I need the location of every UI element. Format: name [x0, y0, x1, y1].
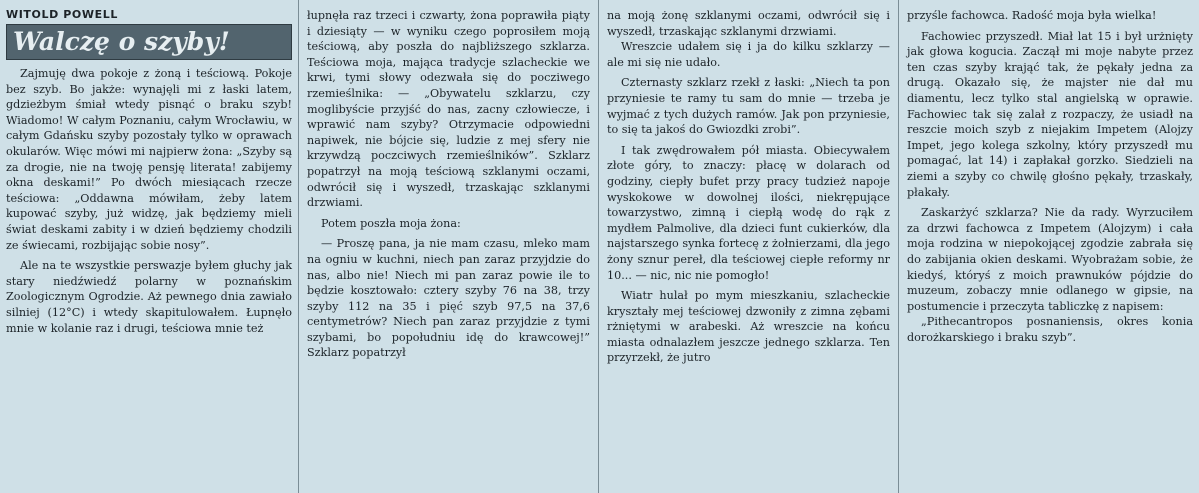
- paragraph-9: I tak zwędrowałem pół miasta. Obiecywałem złote góry, to znaczy: płacę w dolarach od godziny, ciepły bufet przy pracy tudzież napoje wyskokowe w dowolnej ilości, niekrępujące towarzystwo, zimną i ciepłą wodę do rąk z mydłem Palmolive, dla dzieci funt cukierków, dla najstarszego synka fortecę z żołnierzami, dla jego żony sznur pereł, dla teściowej ciepłe reformy nr 10... — nic, nic nie pomogło!: [607, 143, 890, 282]
- paragraph-13: Zaskarżyć szklarza? Nie da rady. Wyrzuciłem za drzwi fachowca z Impetem (Alojzym) i cała moja rodzina w niepokojącej zgodzie zabrała się do zabijania okien deskami. Wyobrażam sobie, że kiedyś, któryś z moich prawnuków pójdzie do muzeum, zobaczy mnie odlanego w gipsie, na postumencie i przeczyta tabliczkę z napisem:: [907, 206, 1193, 313]
- paragraph-6: na moją żonę szklanymi oczami, odwrócił się i wyszedł, trzaskając szklanymi drzwiami.: [607, 9, 890, 38]
- paragraph-7: Wreszcie udałem się i ja do kilku szklarzy — ale mi się nie udało.: [607, 40, 890, 69]
- paragraph-14: „Pithecantropos posnaniensis, okres konia dorożkarskiego i braku szyb”.: [907, 315, 1193, 344]
- column-1: [0, 0, 298, 493]
- paragraph-11: przyśle fachowca. Radość moja była wielka!: [907, 9, 1157, 22]
- paragraph-10: Wiatr hulał po mym mieszkaniu, szlacheckie kryształy mej teściowej dzwoniły z zimna zębami rżniętymi w arabeski. Aż wreszcie na końcu miasta odnalazłem jeszcze jednego szklarza. Ten przyrzekł, że jutro: [607, 289, 890, 365]
- paragraph-2: Ale na te wszystkie perswazje byłem głuchy jak stary niedźwiedź polarny w poznańskim Zoologicznym Ogrodzie. Aż pewnego dnia zawiało silniej (12°C) i wtedy skapitulowałem. Łupnęło mnie w kolanie raz i drugi, teściowa mnie też: [6, 259, 292, 335]
- article-title: Walczę o szyby!: [6, 24, 292, 60]
- column-3: [598, 0, 898, 493]
- article-byline: WITOLD POWELL: [6, 8, 118, 21]
- paragraph-8: Czternasty szklarz rzekł z łaski: „Niech ta pon przyniesie te ramy tu sam do mnie — trzeba je wyjmać z tych dużych ramów. Jak pon przyniesie, to się ta jakoś do Gwiozdki zrobi”.: [607, 76, 890, 137]
- paragraph-4: Potem poszła moja żona:: [321, 216, 461, 230]
- column-2: [298, 0, 598, 493]
- paragraph-3: łupnęła raz trzeci i czwarty, żona poprawiła piąty i dziesiąty — w wyniku czego poprosiłem moją teściową, aby poszła do najbliższego szklarza. Teściowa moja, mająca tradycje szlacheckie we krwi, tymi słowy odezwała się do pocziwego rzemieślnika: — „Obywatelu szklarzu, czy moglibyście przyjść do nas, zacny człowiecze, i wprawić nam szyby? Otrzymacie odpowiedni napiwek, nie bójcie się, ludzie z mej sfery nie krzywdzą poczciwych rzemieślników”. Szklarz popatrzył na moją teściową szklanymi oczami, odwrócił się i wyszedł, trzaskając szklanymi drzwiami.: [307, 9, 590, 210]
- paragraph-1: Zajmuję dwa pokoje z żoną i teściową. Pokoje bez szyb. Bo jakże: wynajęli mi z łaski latem, gdzieżbym śmiał wtedy pisnąć o braku szyb! Wiadomo! W całym Poznaniu, całym Wrocławiu, w całym Gdańsku szyby pozostały tylko w oprawach okularów. Więc mówi mi najpierw żona: „Szyby są za drogie, nie na twoję pensję literata! zabijemy okna deskami!” Po dwóch miesiącach rzecze teściowa: „Oddawna mówiłam, żeby latem kupować szyby, już widzę, jak będziemy mieli świat deskami zabity i w dzień będziemy chodzili ze świecami, rozbijając sobie nosy”.: [6, 67, 292, 252]
- paragraph-12: Fachowiec przyszedł. Miał lat 15 i był urżnięty jak głowa kogucia. Zaczął mi moje nabyte przez ten czas szyby krająć tak, że pękały jedna za drugą. Okazało się, że majster nie dał mu diamentu, lecz tylko stal angielską w oprawie. Fachowiec tak się zalał z rozpaczy, że usiadł na reszcie moich szyb z niejakim Impetem (Alojzy Impet, jego kolega szkolny, który przyszedł mu pomagać, lat 14) i zapłakał gorzko. Siedzieli na ziemi a szyby co chwilę głośno pękały, trzaskały, płakały.: [907, 29, 1193, 199]
- column-4: [898, 0, 1199, 493]
- paragraph-5: — Proszę pana, ja nie mam czasu, mleko mam na ogniu w kuchni, niech pan zaraz przyjdzie do nas, albo nie! Niech mi pan zaraz powie ile to będzie kosztowało: cztery szyby 76 na 38, trzy szyby 112 na 35 i pięć szyb 97,5 na 37,6 centymetrów? Niech pan zaraz przyjdzie z tymi szybami, bo popołudniu idę do krawcowej!” Szklarz popatrzył: [307, 237, 590, 360]
